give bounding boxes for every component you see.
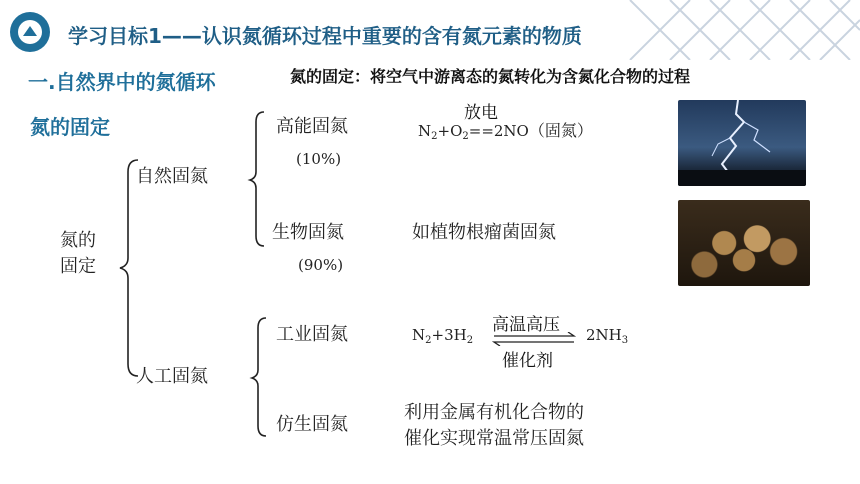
root-nodule-photo xyxy=(678,200,810,286)
haber-condition-bottom: 催化剂 xyxy=(502,351,553,371)
haber-lhs: $N_2+3H_2$ xyxy=(412,326,474,346)
natural-fixation-label: 自然固氮 xyxy=(136,166,208,187)
artificial-brace xyxy=(252,318,266,436)
reversible-arrow-icon xyxy=(490,332,578,346)
root-brace xyxy=(120,160,138,376)
lightning-condition: 放电 xyxy=(464,103,498,123)
definition-text: 氮的固定：将空气中游离态的氮转化为含氮化合物的过程 xyxy=(290,67,691,86)
industrial-label: 工业固氮 xyxy=(276,324,348,345)
high-energy-label: 高能固氮 xyxy=(276,116,348,137)
biological-percent: (90%) xyxy=(298,256,344,274)
subheading: 氮的固定 xyxy=(30,115,110,139)
lightning-photo xyxy=(678,100,806,186)
lightning-equation: $N_2+O_2==2NO$（固氮） xyxy=(418,121,593,142)
lightning-bolt-icon xyxy=(678,100,806,186)
page-title: 学习目标1——认识氮循环过程中重要的含有氮元素的物质 xyxy=(68,24,582,48)
natural-brace xyxy=(250,112,264,246)
biological-note: 如植物根瘤菌固氮 xyxy=(412,222,556,243)
biomimetic-note-line2: 催化实现常温常压固氮 xyxy=(404,428,584,449)
haber-rhs: $2NH_3$ xyxy=(586,326,629,346)
artificial-fixation-label: 人工固氮 xyxy=(136,366,208,387)
high-energy-percent: (10%) xyxy=(296,150,342,168)
root-label-line1: 氮的 xyxy=(60,230,96,251)
biomimetic-note-line1: 利用金属有机化合物的 xyxy=(404,402,584,423)
haber-condition-top: 高温高压 xyxy=(492,315,560,335)
root-label-line2: 固定 xyxy=(60,256,96,277)
section-title: 一.自然界中的氮循环 xyxy=(28,70,216,94)
biomimetic-label: 仿生固氮 xyxy=(276,414,348,435)
biological-label: 生物固氮 xyxy=(272,222,344,243)
